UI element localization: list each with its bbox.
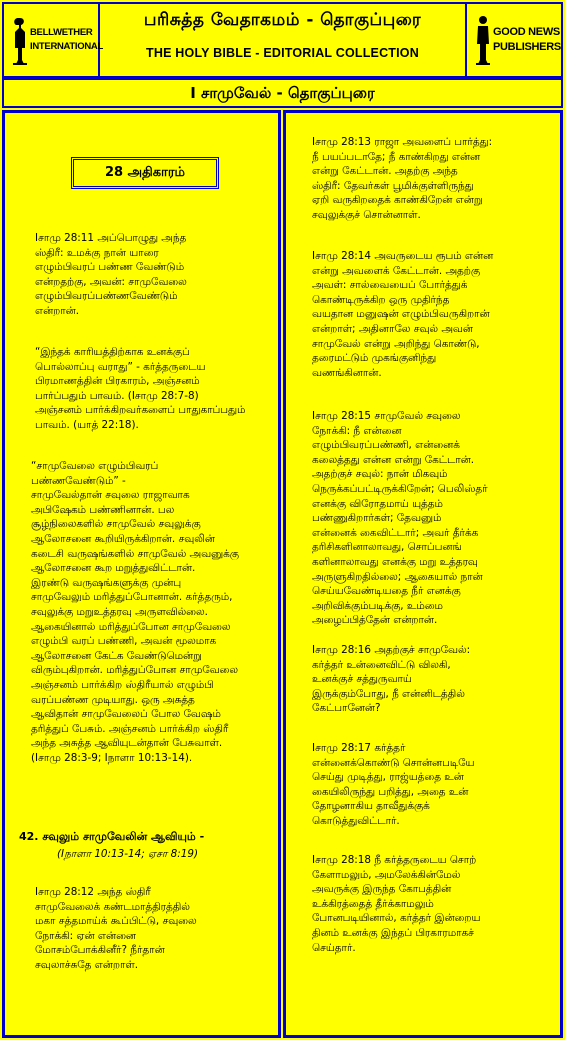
ram-figure-icon [10,14,30,66]
publisher-logo-right [465,4,561,76]
verse-28-12: Iசாமு 28:12 அந்த ஸ்திரீ சாமுவேலைக் கண்டமாத்திரத்தில் மகா சத்தமாய்க் கூப்பிட்டு, சவுலை நோக்கி: ஏன் என்னை மோசம்போக்கினீர்? நீர்தான் சவுலாச்சுதே என்றாள். [35,886,197,971]
section-reference: (Iநாளா 10:13-14; ஏசா 8:19) [57,848,198,860]
verse-28-17: Iசாமு 28:17 கர்த்தர் என்னைக்கொண்டு சொன்னபடியே செய்து முடித்து, ராஜ்யத்தை உன் கையிலிருந்து பறித்து, அதை உன் தோழனாகிய தாவீதுக்குக் கொடுத்துவிட்டார். [312,742,475,827]
book-title-bar [2,78,563,108]
verse-28-16: Iசாமு 28:16 அதற்குச் சாமுவேல்: கர்த்தர் உன்னைவிட்டு விலகி, உனக்குச் சத்துருவாய் இருக்கும்போது, நீ என்னிடத்தில் கேட்பானேன்? [312,644,471,715]
page-header [2,2,563,78]
title-tamil: பரிசுத்த வேதாகமம் - தொகுப்புரை [143,10,422,30]
commentary-paragraph: “சாமுவேலை எழும்பிவரப் பண்ணவேண்டும்” - சாமுவேல்தான் சவுலை ராஜாவாக அபிஷேகம் பண்ணினான். பல சூழ்நிலைகளில் சாமுவேல் சவுலுக்கு ஆலோசனை கூறியிருக்கிறான். சவுலின் கடைசி வருஷங்களில் சாமுவேல் அவனுக்கு ஆலோசனை கூற மறுத்துவிட்டான். இரண்டு வருஷங்களுக்கு முன்பு சாமுவேலும் மரித்துப்போனான். கர்த்தரும், சவுலுக்கு மறுஉத்தரவு அருளவில்லை. ஆகையினால் மரித்துப்போன சாமுவேலை எழும்பி வரப் பண்ணி, அவன் மூலமாக ஆலோசனை கேட்க வேண்டுமென்று விரும்புகிறான். மரித்துப்போன சாமுவேலை அஞ்சனம் பார்க்கிற ஸ்திரீயால் எழும்பி வரப்பண்ண முடியாது. ஒரு அசுத்த ஆவிதான் சாமுவேலைப் போல வேஷம் தரித்துப் பேசும். அஞ்சனம் பார்க்கிற ஸ்திரீ அந்த அசுத்த ஆவியுடன்தான் பேசுவாள். (Iசாமு 28:3-9; Iநாளா 10:13-14). [31,460,239,764]
commentary-paragraph: “இந்தக் காரியத்திற்காக உனக்குப் பொல்லாப்பு வராது” - கர்த்தருடைய பிரமாணத்தின் பிரகாரம், அஞ்சனம் பார்ப்பதும் பாவம். (Iசாமு 28:7-8) அஞ்சனம் பார்க்கிறவர்களைப் பாதுகாப்பதும் பாவம். (யாத் 22:18). [35,346,246,431]
right-column [283,110,563,1038]
verse-28-11: Iசாமு 28:11 அப்பொழுது அந்த ஸ்திரீ: உமக்கு நான் யாரை எழும்பிவரப் பண்ண வேண்டும் என்றதற்கு, அவன்: சாமுவேலை எழும்பிவரப்பண்ணவேண்டும் என்றான். [35,232,187,317]
figure-icon [473,14,493,66]
book-title: I சாமுவேல் - தொகுப்புரை [190,84,375,102]
section-heading: 42. சவுலும் சாமுவேலின் ஆவியும் - [19,830,205,843]
title-english: THE HOLY BIBLE - EDITORIAL COLLECTION [146,46,419,60]
logo-right-text: GOOD NEWS PUBLISHERS [493,26,561,53]
chapter-heading: 28 அதிகாரம் [71,157,219,189]
verse-28-14: Iசாமு 28:14 அவருடைய ரூபம் என்ன என்று அவளைக் கேட்டான். அதற்கு அவள்: சால்வையைப் போர்த்துக் கொண்டிருக்கிற ஒரு முதிர்ந்த வயதான மனுஷன் எழும்பிவருகிறான் என்றாள்; அதினாலே சவுல் அவன் சாமுவேல் என்று அறிந்து கொண்டு, தரைமட்டும் முகங்குனிந்து வணங்கினான். [312,250,494,379]
page-title [100,4,465,76]
left-column [2,110,281,1038]
verse-28-18: Iசாமு 28:18 நீ கர்த்தருடைய சொற் கேளாமலும், அமலேக்கின்மேல் அவருக்கு இருந்த கோபத்தின் உக்கிரத்தைத் தீர்க்காமலும் போனபடியினால், கர்த்தர் இன்றைய தினம் உனக்கு இந்தப் பிரகாரமாகச் செய்தார். [312,854,481,954]
verse-28-15: Iசாமு 28:15 சாமுவேல் சவுலை நோக்கி: நீ என்னை எழும்பிவரப்பண்ணி, என்னைக் கலைத்தது என்ன என்று கேட்டான். அதற்குச் சவுல்: நான் மிகவும் நெருக்கப்பட்டிருக்கிறேன்; பெலிஸ்தர் எனக்கு விரோதமாய் யுத்தம் பண்ணுகிறார்கள்; தேவனும் என்னைக் கைவிட்டார்; அவர் தீர்க்க தரிசிகளினாலாவது, சொப்பனங் களினாலாவது எனக்கு மறு உத்தரவு அருளுகிறதில்லை; ஆகையால் நான் செய்யவேண்டியதை நீர் எனக்கு அறிவிக்கும்படிக்கு, உம்மை அழைப்பித்தேன் என்றான். [312,410,488,627]
publisher-logo-left [4,4,103,76]
verse-28-13: Iசாமு 28:13 ராஜா அவளைப் பார்த்து: நீ பயப்படாதே; நீ காண்கிறது என்ன என்று கேட்டான். அதற்கு அந்த ஸ்திரீ: தேவர்கள் பூமிக்குள்ளிருந்து ஏறி வருகிறதைக் காண்கிறேன் என்று சவுலுக்குச் சொன்னாள். [312,136,493,221]
logo-left-text: BELLWETHER INTERNATIONAL [30,27,103,52]
